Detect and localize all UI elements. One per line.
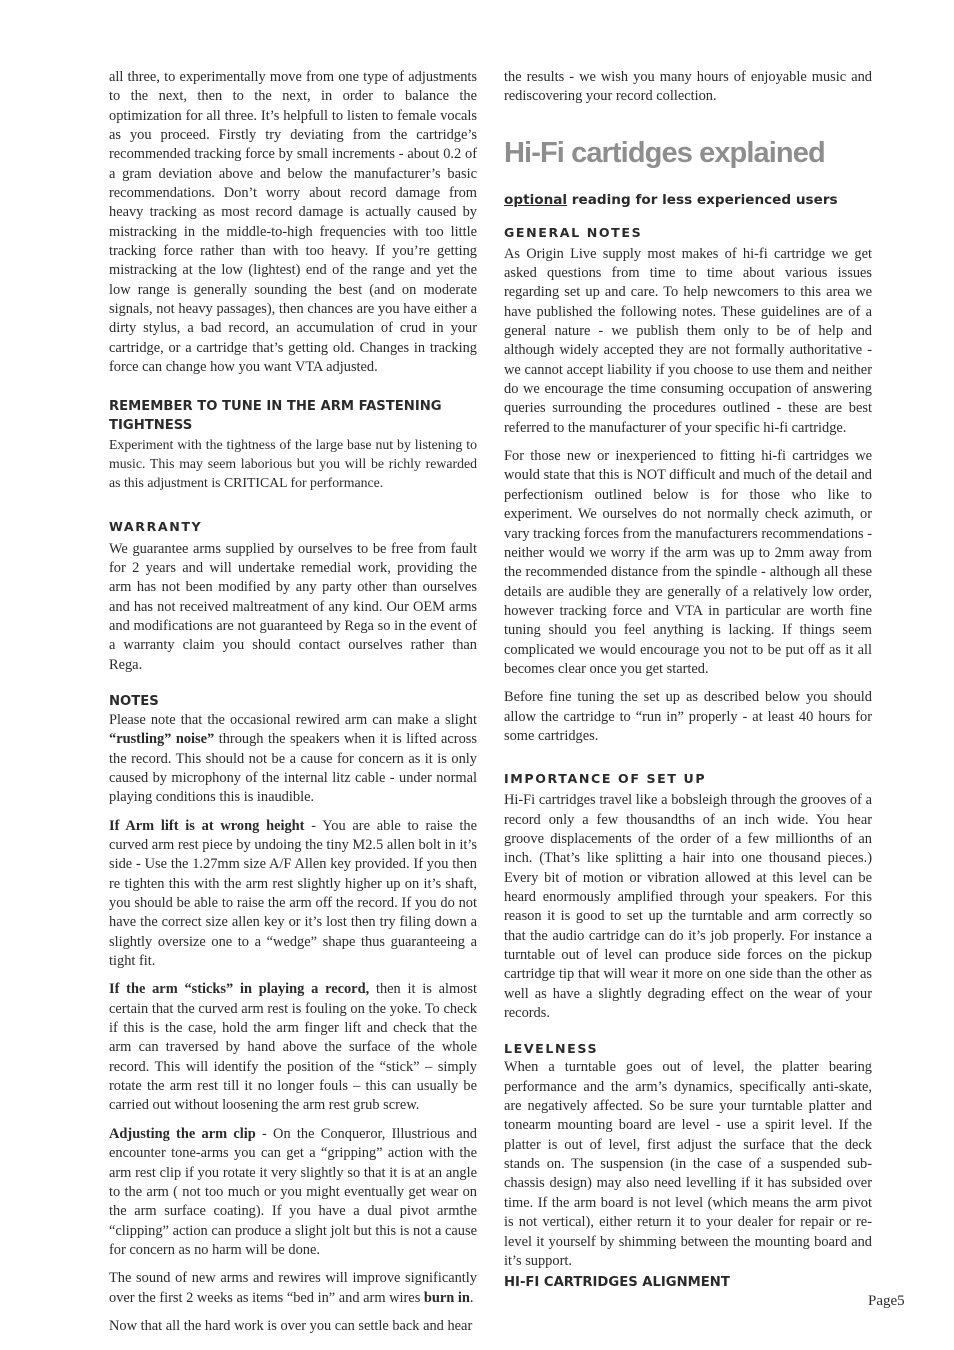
run-in-paragraph: Before fine tuning the set up as described below you should allow the cartridge to “run in” properly - at least 40 hours for some cartridges.	[504, 689, 872, 744]
levelness-paragraph: When a turntable goes out of level, the platter bearing performance and the arm’s dynamics, specifically anti-skate, are negatively affected. So be sure your turntable platter and tonearm mounting board are level - use a spirit level. If the platter is out of level, first adjust the surface that the deck stands on. The suspension (in the case of a suspended sub-chassis design) may also need levelling if it has subsided over time. If the arm board is not level (which means the arm pivot is not vertical), either return it to your dealer for repair or re-level it yourself by shimming between the mounting board and it’s support.	[504, 1059, 872, 1269]
rustling-noise-emphasis: “rustling” noise”	[109, 731, 215, 748]
inexperienced-paragraph: For those new or inexperienced to fitting hi-fi cartridges we would state that this is NOT difficult and much of the detail and perfectionism outlined below is for those who like to experiment. We ourselves do not normally check azimuth, or vary tracking forces from the manufacturers recommendations - neither would we worry if the arm was up to 2mm away from the recommended distance from the spindle - although all these details are audible they are generally of a relatively low order, however tracking force and VTA in particular are worth fine tuning should you feel anything is lacking. If things seem complicated we would encourage you not to be put off as it all becomes clear once you get started.	[504, 448, 873, 677]
new-arms-text-c: .	[469, 1289, 474, 1306]
arm-sticks-text: then it is almost certain that the curved arm rest is fouling on the yoke. To check if this is the case, hold the arm finger lift and check that the arm can traversed by hand above the surface of the whole record. This will identify the position of the “stick” – simply rotate the arm rest till it no longer fouls – this can usually be carried out without loosening the arm rest grub screw.	[109, 981, 477, 1114]
new-arms-paragraph	[109, 1269, 477, 1308]
levelness-heading: LEVELNESS	[504, 1041, 599, 1057]
arm-clip-paragraph	[109, 1125, 477, 1260]
page-title: Hi-Fi cartidges explained	[504, 136, 825, 169]
warranty-heading: WARRANTY	[109, 518, 203, 534]
arm-clip-text: - On the Conqueror, Illustrious and encounter tone-arms you can get a “gripping” action with the arm rest clip if you rotate it very slightly so that it is at an angle to the arm ( not too much or you might eventually get wear on the arm surface coating). If you have a dual pivot armthe “clipping” action can produce a slight jolt but this is not a cause for concern as no harm will be done.	[109, 1125, 478, 1258]
results-paragraph: the results - we wish you many hours of enjoyable music and rediscovering your record collection.	[504, 69, 872, 105]
intro-paragraph: all three, to experimentally move from one type of adjustments to the next, then to the next, in order to balance the optimization for all three. It’s helpfull to listen to female vocals as you proceed. Firstly try deviating from the cartridge’s recommended tracking force by small increments - about 0.2 of a gram deviation above and below the manufacturer’s basic recommendations. Don’t worry about record damage from heavy tracking as most record damage is actually caused by mistracking in the middle-to-high frequencies with too little tracking force rather than with too heavy. If you’re getting mistracking at the low (lightest) end of the range and yet the low range is generally sounding the best (and on moderate signals, not heavy passages), then chances are you have either a dirty stylus, a bad record, an accumulation of crud in your cartridge, or a cartridge that’s getting old. Changes in tracking force can change how you want VTA adjusted.	[109, 69, 477, 376]
arm-lift-paragraph	[109, 817, 477, 972]
remember-paragraph: Experiment with the tightness of the large base nut by listening to music. This may seem laborious but you will be richly rewarded as this adjustment is CRITICAL for performance.	[109, 436, 477, 491]
arm-lift-lead: If Arm lift is at wrong height	[109, 817, 305, 834]
general-notes-heading: GENERAL NOTES	[504, 224, 643, 240]
arm-clip-lead: Adjusting the arm clip	[109, 1125, 256, 1142]
right-column	[504, 68, 872, 1292]
importance-paragraph: Hi-Fi cartridges travel like a bobsleigh through the grooves of a record only a few thousandths of an inch wide. You hear groove displacements of the order of a few millionths of an inch. (That’s like splitting a hair into one thousand pieces.) Every bit of motion or vibration allowed at this level can be heard enormously amplified through your speakers. For this reason it is good to set up the turntable and arm correctly so that the audio cartridge can do it’s job properly. For instance a turntable out of level can produce side forces on the pickup cartridge tip that will wear it more on one side than the other as well as have a slightly degrading effect on the wear of your records.	[504, 792, 872, 1022]
left-column	[109, 68, 477, 1345]
notes-text-c: through the speakers when it is lifted across the record. This should not be a cause for concern as it is only caused by microphony of the internal litz cable - under normal playing conditions this is inaudible.	[109, 731, 477, 806]
remember-heading: REMEMBER TO TUNE IN THE ARM FASTENING TIGHTNESS	[109, 398, 442, 433]
notes-heading: NOTES	[109, 693, 159, 709]
page-number: Page5	[868, 1293, 905, 1309]
alignment-heading: HI-FI CARTRIDGES ALIGNMENT	[504, 1275, 730, 1291]
optional-rest: reading for less experienced users	[567, 191, 838, 208]
arm-sticks-paragraph	[109, 980, 477, 1115]
arm-sticks-lead: If the arm “sticks” in playing a record,	[109, 981, 370, 998]
closing-paragraph: Now that all the hard work is over you can settle back and hear	[109, 1317, 473, 1334]
new-arms-text-a: The sound of new arms and rewires will improve significantly over the first 2 weeks as items “bed in” and arm wires	[109, 1270, 477, 1306]
optional-word: optional	[504, 191, 568, 208]
burn-in-emphasis: burn in	[423, 1289, 470, 1306]
notes-text-a: Please note that the occasional rewired arm can make a slight	[109, 711, 477, 728]
optional-reading-subtitle	[504, 191, 872, 210]
notes-paragraph	[109, 711, 477, 808]
general-notes-paragraph: As Origin Live supply most makes of hi-fi cartridge we get asked questions from time to time about various issues regarding set up and care. To help newcomers to this area we have published the following notes. These guidelines are of a general nature - we publish them only to be of help and although widely accepted they are not formally authoritative - we cannot accept liability if you choose to use them and neither do we encourage the time consuming occupation of answering queries surrounding the procedures outlined - these are best referred to the manufacturer of your specific hi-fi cartridge.	[504, 245, 872, 436]
importance-heading: IMPORTANCE OF SET UP	[504, 771, 707, 787]
arm-lift-text: - You are able to raise the curved arm rest piece by undoing the tiny M2.5 allen bolt in it’s side - Use the 1.27mm size A/F Allen key provided. If you then re tighten this with the arm rest slightly higher up on it’s shaft, you should be able to raise the arm off the record. If you do not have the correct size allen key or it’s lost then try filing down a slightly oversize one to a “wedge” shape thus guaranteeing a tight fit.	[109, 817, 477, 970]
warranty-paragraph: We guarantee arms supplied by ourselves to be free from fault for 2 years and will undertake remedial work, providing the arm has not been modified by any party other than ourselves and has not received maltreatment of any kind. Our OEM arms and modifications are not guaranteed by Rega so in the event of a warranty claim you should contact ourselves rather than Rega.	[109, 540, 477, 673]
